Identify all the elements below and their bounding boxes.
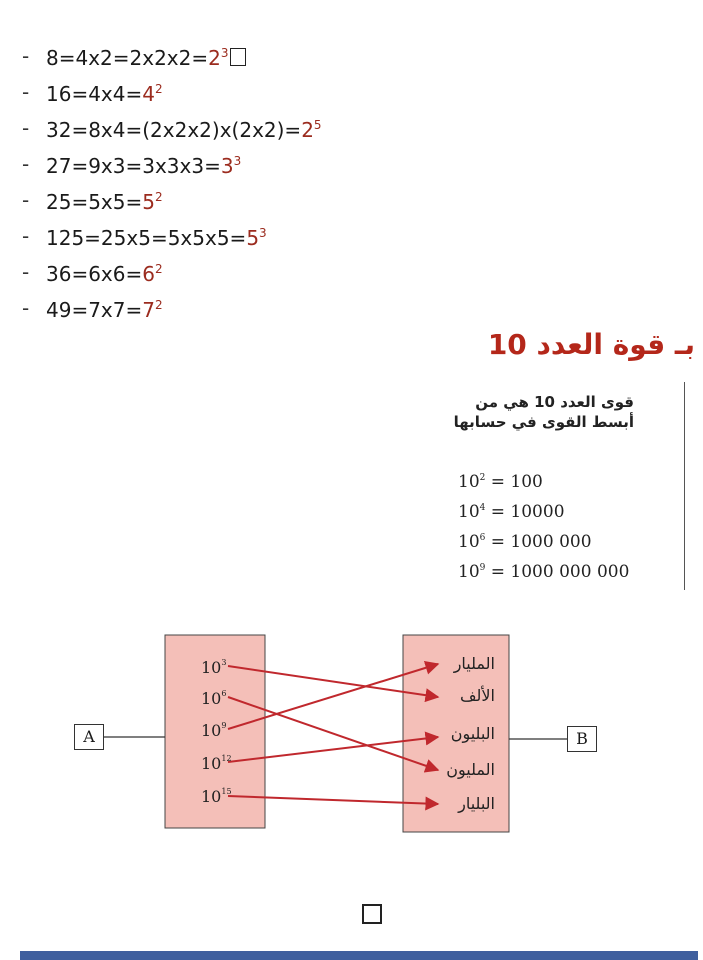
powers-intro: قوى العدد 10 هي من أبسط القوى في حسابها [453, 393, 634, 431]
left-item: $10^3$ [201, 658, 227, 677]
bullet: - [22, 188, 30, 212]
power-result: $4^2$ [142, 82, 163, 106]
set-b-label: B [567, 726, 597, 752]
equation-text: 25=5x5= [46, 190, 143, 214]
bullet: - [22, 116, 30, 140]
power-result: $2^3$ [208, 46, 229, 70]
power-line: $10^4 = 10000$ [458, 502, 565, 522]
powers-of-ten-box [430, 388, 682, 594]
power-line: $10^6 = 1000$ 000 [458, 532, 592, 552]
checkbox-icon[interactable] [362, 904, 382, 924]
equation-text: 16=4x4= [46, 82, 143, 106]
power-result: $3^3$ [220, 154, 242, 178]
left-item: $10^{15}$ [201, 787, 232, 806]
right-item: الألف [459, 686, 495, 705]
right-item: المليار [453, 654, 495, 673]
power-result: $5^3$ [246, 226, 267, 250]
set-a-label: A [74, 724, 104, 750]
equation-text: 8=4x2=2x2x2= [46, 46, 209, 70]
equation-text: 27=9x3=3x3x3= [46, 154, 221, 178]
power-result: $2^5$ [301, 118, 322, 142]
equation-text: 32=8x4=(2x2x2)x(2x2)= [46, 118, 302, 142]
bullet: - [22, 80, 30, 104]
power-line: $10^9 = 1000$ 000 000 [458, 562, 630, 582]
matching-diagram-svg [0, 620, 703, 850]
left-item: $10^{12}$ [201, 754, 232, 773]
right-item: البليار [458, 794, 495, 813]
left-item: $10^6$ [201, 689, 227, 708]
equation-text: 49=7x7= [46, 298, 143, 322]
bullet: - [22, 224, 30, 248]
checkbox-icon[interactable] [230, 48, 246, 66]
section-title: بـ قوة العدد 10 [487, 328, 695, 361]
power-line: $10^2 = 100$ [458, 472, 543, 492]
right-item: المليون [446, 760, 495, 779]
power-result: $6^2$ [142, 262, 163, 286]
bottom-bar [20, 951, 698, 960]
power-result: $7^2$ [142, 298, 163, 322]
equation-text: 125=25x5=5x5x5= [46, 226, 247, 250]
power-result: $5^2$ [142, 190, 163, 214]
matching-diagram [0, 620, 703, 850]
right-item: البليون [450, 724, 495, 743]
bullet: - [22, 296, 30, 320]
bullet: - [22, 260, 30, 284]
bullet: - [22, 44, 30, 68]
left-item: $10^9$ [201, 721, 227, 740]
bullet: - [22, 152, 30, 176]
equation-text: 36=6x6= [46, 262, 143, 286]
vertical-rule [684, 382, 686, 590]
